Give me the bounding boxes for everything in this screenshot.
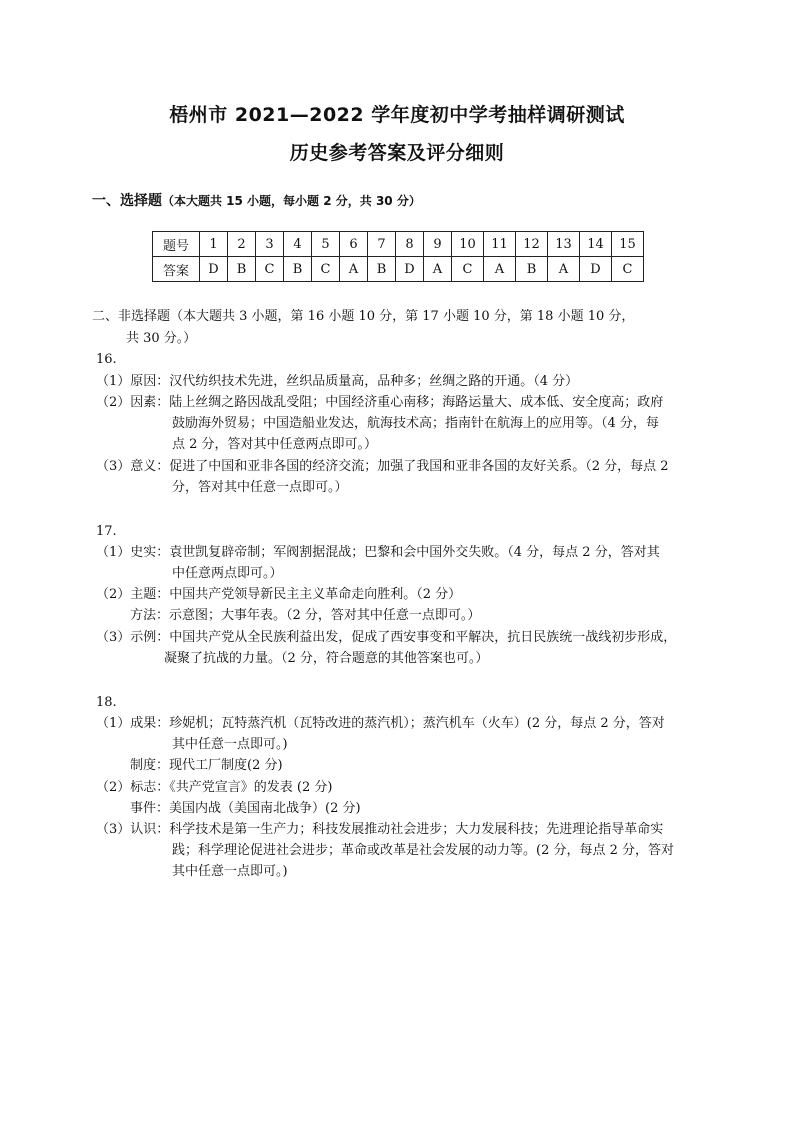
- q17-line: （3）示例：中国共产党从全民族利益出发，促成了西安事变和平解决，抗日民族统一战线初步形成，: [96, 630, 677, 645]
- table-cell: 4: [284, 232, 312, 257]
- q17-line: 中任意两点即可。）: [172, 566, 283, 581]
- table-cell: 3: [256, 232, 284, 257]
- table-cell: 1: [200, 232, 228, 257]
- q16-line: 点 2 分，答对其中任意两点即可。）: [172, 437, 378, 452]
- table-cell: 7: [368, 232, 396, 257]
- q18-line: 制度：现代工厂制度(2 分): [130, 758, 283, 773]
- section1-heading: [92, 190, 421, 210]
- table-cell: C: [256, 257, 284, 282]
- q17-line: （1）史实：袁世凯复辟帝制；军阀割据混战；巴黎和会中国外交失败。（4 分，每点 2 分，答对其: [96, 545, 660, 560]
- table-row-answers: [153, 257, 644, 282]
- table-cell: A: [548, 257, 580, 282]
- q17-line: （2）主题：中国共产党领导新民主主义革命走向胜利。（2 分）: [96, 587, 462, 602]
- table-cell: A: [424, 257, 452, 282]
- q18-line: 践；科学理论促进社会进步；革命或改革是社会发展的动力等。(2 分，每点 2 分，答对: [172, 843, 675, 858]
- table-cell: A: [484, 257, 516, 282]
- q18-line: 其中任意一点即可。): [172, 864, 288, 879]
- q18-line: 其中任意一点即可。): [172, 737, 288, 752]
- q16-line: 分，答对其中任意一点即可。）: [172, 480, 348, 495]
- table-cell: 15: [612, 232, 644, 257]
- table-cell: 8: [396, 232, 424, 257]
- q16-line: （2）因素：陆上丝绸之路因战乱受阻；中国经济重心南移；海路运量大、成本低、安全度高；政府: [96, 395, 664, 410]
- table-cell: 13: [548, 232, 580, 257]
- table-cell: 9: [424, 232, 452, 257]
- q18-line: （3）认识：科学技术是第一生产力；科技发展推动社会进步；大力发展科技；先进理论指导革命实: [96, 822, 664, 837]
- q16-line: 鼓励海外贸易；中国造船业发达，航海技术高；指南针在航海上的应用等。（4 分，每: [172, 416, 659, 431]
- page-subtitle: 历史参考答案及评分细则: [289, 142, 505, 164]
- table-cell: 11: [484, 232, 516, 257]
- table-cell: A: [340, 257, 368, 282]
- table-cell: 10: [452, 232, 484, 257]
- q18-line: 事件：美国内战（美国南北战争）(2 分): [130, 801, 361, 816]
- table-cell: 14: [580, 232, 612, 257]
- q17-line: 方法：示意图；大事年表。（2 分，答对其中任意一点即可。）: [130, 608, 481, 623]
- q16-line: （3）意义：促进了中国和亚非各国的经济交流；加强了我国和亚非各国的友好关系。（2 分，每点 2: [96, 459, 669, 474]
- answer-table: [152, 231, 644, 282]
- table-cell: C: [452, 257, 484, 282]
- q17-line: 凝聚了抗战的力量。（2 分，符合题意的其他答案也可。）: [164, 651, 489, 666]
- table-cell: 2: [228, 232, 256, 257]
- table-cell: B: [228, 257, 256, 282]
- section2-line-2: 共 30 分。）: [126, 331, 197, 346]
- table-cell: 6: [340, 232, 368, 257]
- q18-line: （1）成果：珍妮机；瓦特蒸汽机（瓦特改进的蒸汽机）；蒸汽机车（火车）(2 分，每点 2 分，答对: [96, 716, 665, 731]
- table-cell: 12: [516, 232, 548, 257]
- table-cell: D: [200, 257, 228, 282]
- table-cell: B: [516, 257, 548, 282]
- q16-line: （1）原因：汉代纺织技术先进，丝织品质量高，品种多；丝绸之路的开通。（4 分）: [96, 374, 579, 389]
- table-cell: D: [580, 257, 612, 282]
- table-cell: C: [312, 257, 340, 282]
- q18-line: （2）标志：《共产党宣言》的发表 (2 分): [96, 780, 333, 795]
- table-row-numbers: [153, 232, 644, 257]
- row-label-answer: 答案: [153, 257, 200, 282]
- table-cell: D: [396, 257, 424, 282]
- table-cell: B: [284, 257, 312, 282]
- q18-number: 18.: [96, 695, 117, 710]
- q16-number: 16.: [96, 352, 117, 367]
- q17-number: 17.: [96, 524, 117, 539]
- table-cell: C: [612, 257, 644, 282]
- table-cell: B: [368, 257, 396, 282]
- section1-note: （本大题共 15 小题，每小题 2 分，共 30 分）: [162, 194, 421, 208]
- row-label-number: 题号: [153, 232, 200, 257]
- table-cell: 5: [312, 232, 340, 257]
- section1-title: 一、选择题: [92, 193, 162, 209]
- page-title: 梧州市 2021—2022 学年度初中学考抽样调研测试: [169, 104, 625, 126]
- section2-line-1: 二、非选择题（本大题共 3 小题，第 16 小题 10 分，第 17 小题 10 分，第 18 小题 10 分，: [92, 309, 635, 324]
